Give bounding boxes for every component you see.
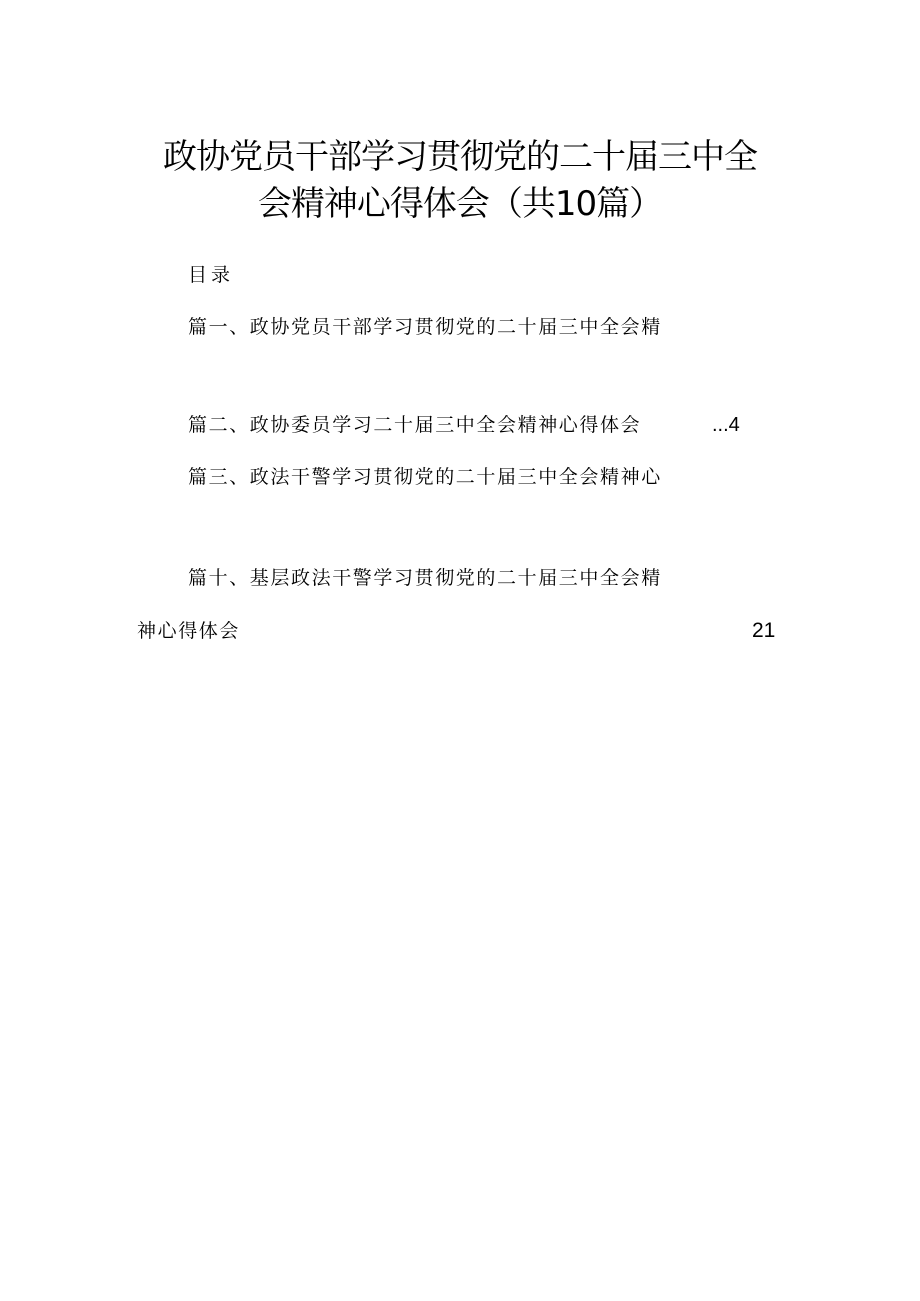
toc-entry-10-continuation[interactable]: 神心得体会	[137, 620, 241, 642]
document-title-line-1: 政协党员干部学习贯彻党的二十届三中全	[163, 137, 757, 177]
toc-entry-1[interactable]: 篇一、政协党员干部学习贯彻党的二十届三中全会精	[188, 316, 662, 338]
toc-entry-10-page-number: 21	[752, 619, 776, 642]
document-title-line-2: 会精神心得体会（共10篇）	[257, 184, 663, 224]
toc-heading: 目录	[188, 264, 235, 286]
toc-entry-2[interactable]: 篇二、政协委员学习二十届三中全会精神心得体会	[188, 414, 642, 436]
toc-entry-3[interactable]: 篇三、政法干警学习贯彻党的二十届三中全会精神心	[188, 466, 662, 488]
toc-entry-2-page-number: ...4	[712, 414, 740, 436]
toc-entry-10[interactable]: 篇十、基层政法干警学习贯彻党的二十届三中全会精	[188, 567, 662, 589]
